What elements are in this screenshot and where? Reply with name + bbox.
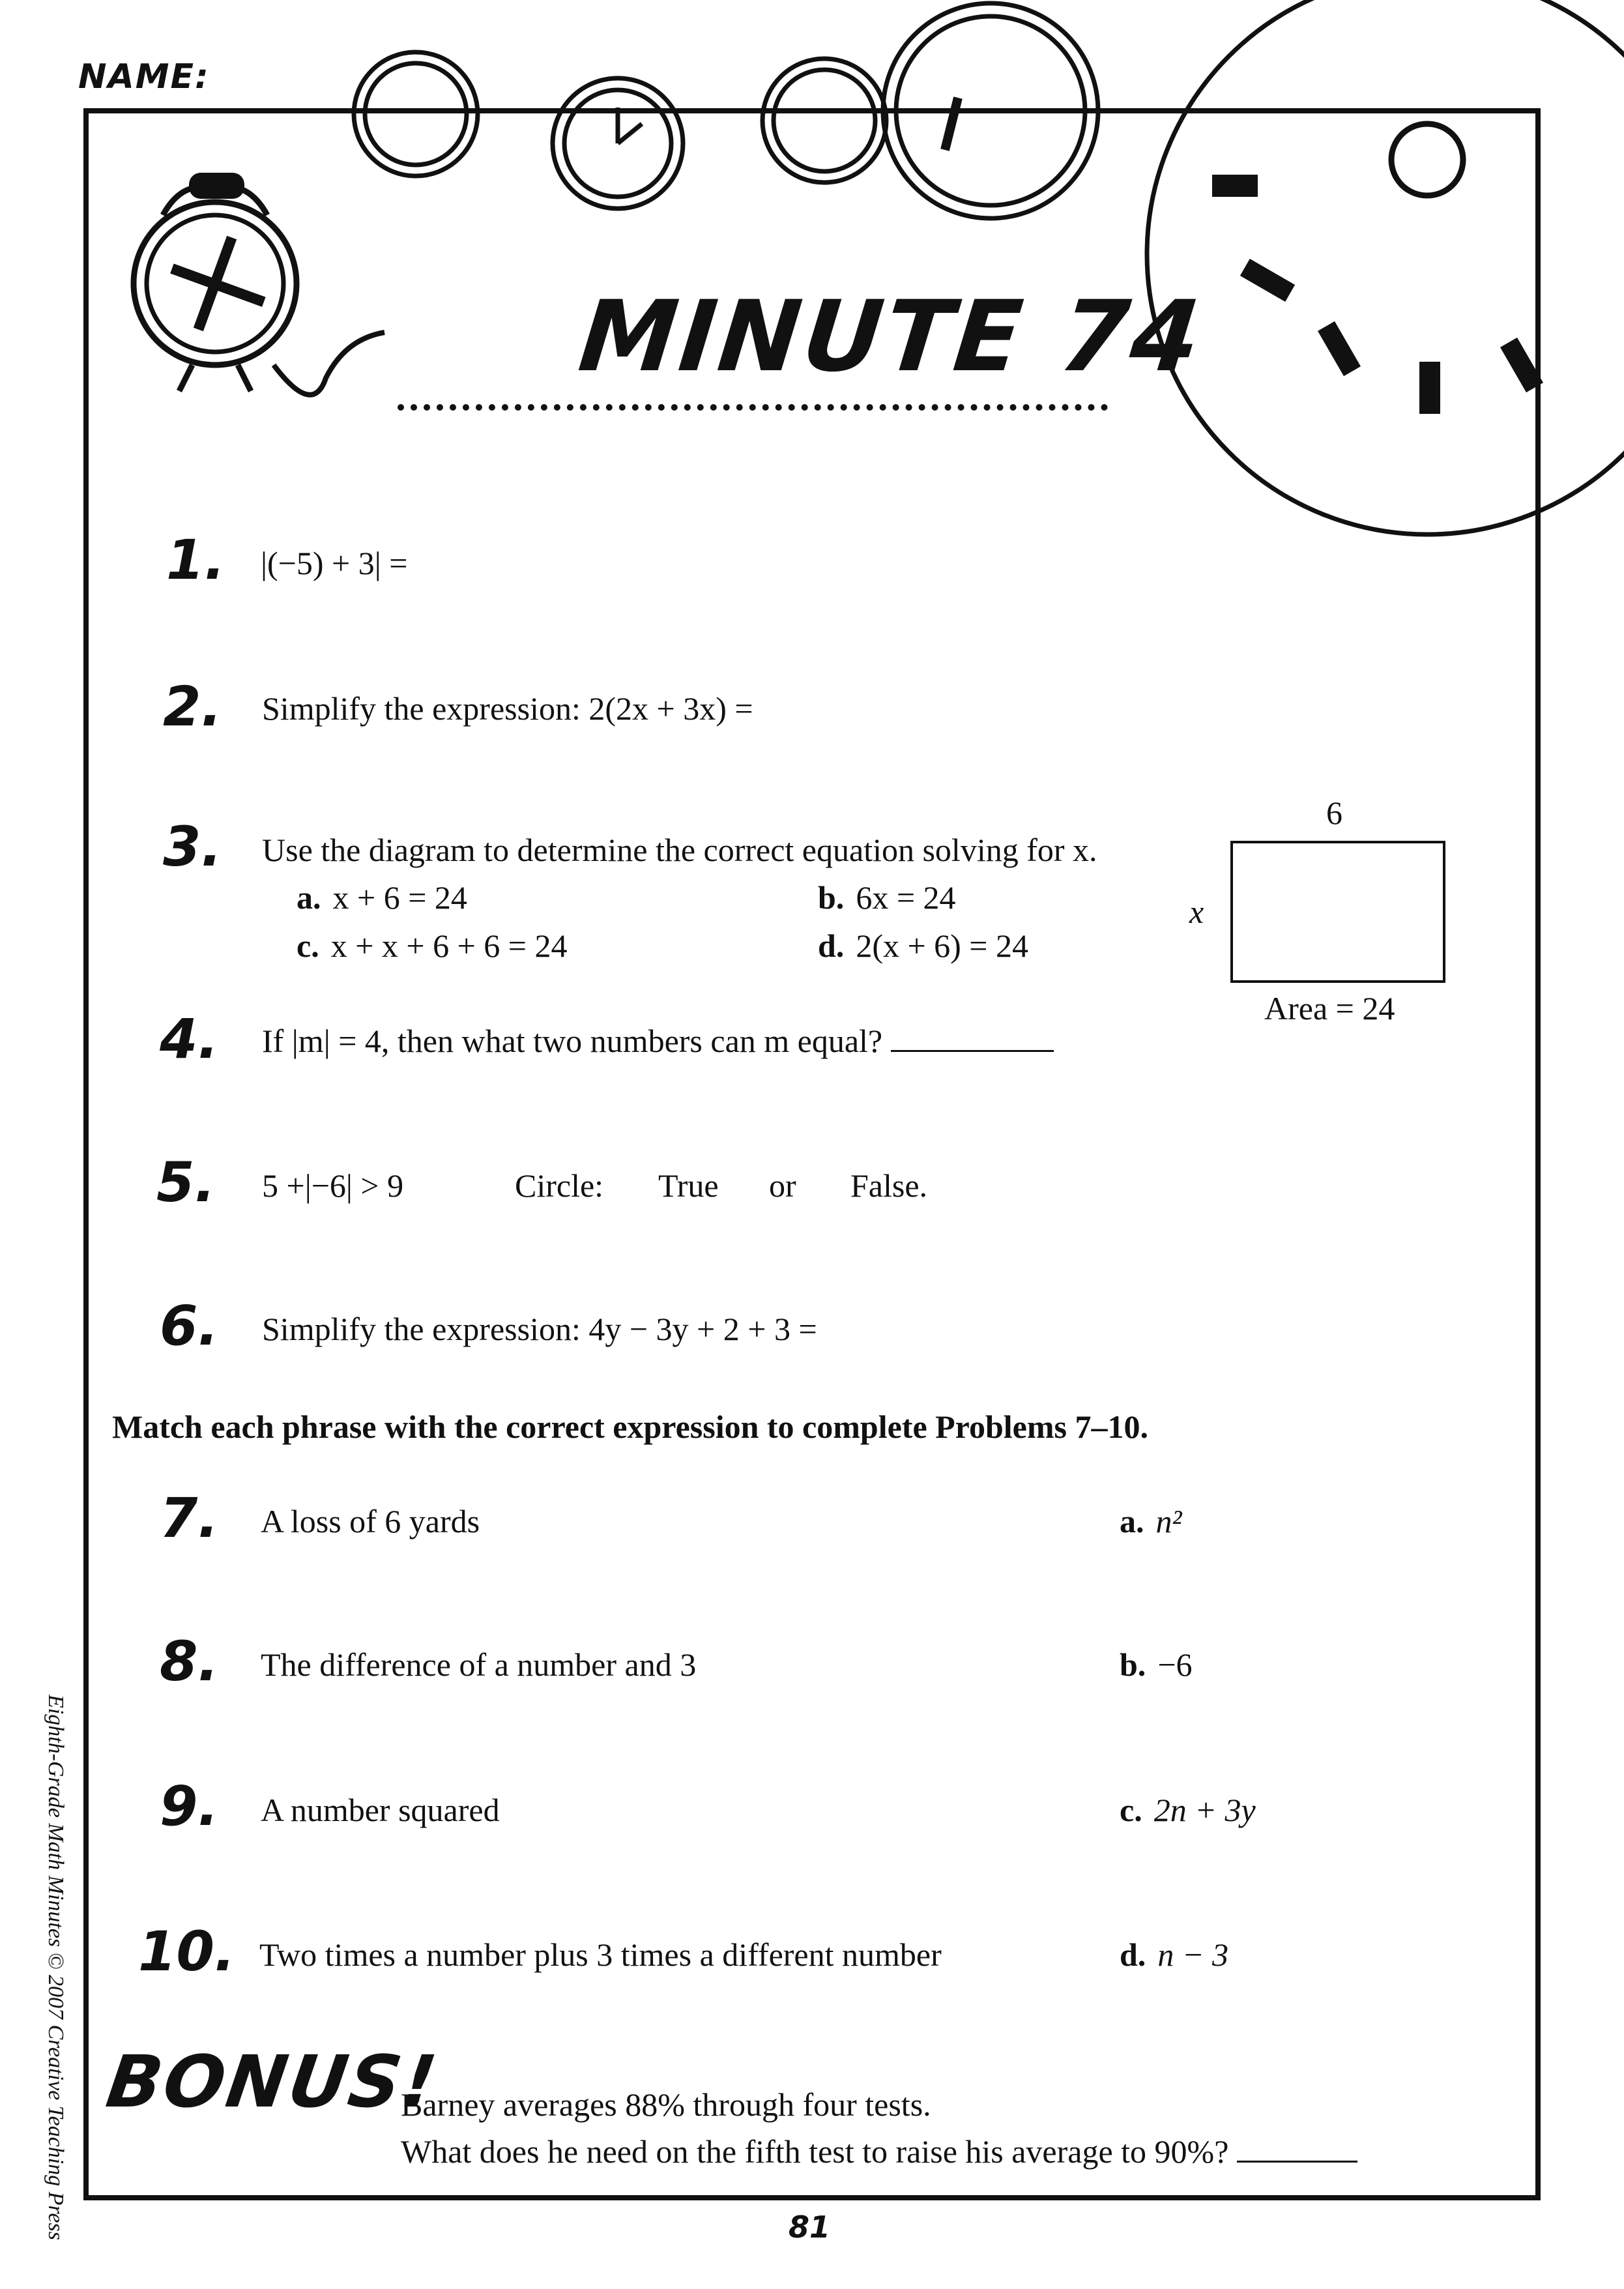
option-false[interactable]: False.	[850, 1167, 928, 1204]
problem-number: 7.	[160, 1486, 219, 1550]
problem-number: 9.	[160, 1774, 219, 1838]
diagram-area-label: Area = 24	[1264, 990, 1395, 1027]
problem-text-content: If |m| = 4, then what two numbers can m equal?	[262, 1023, 883, 1059]
problem-number: 8.	[160, 1629, 219, 1693]
problem-number: 1.	[166, 528, 225, 592]
choice-text: 2(x + 6) = 24	[856, 927, 1029, 964]
choice-letter: a.	[297, 879, 321, 916]
choice-c	[297, 927, 568, 965]
match-option-b	[1120, 1646, 1193, 1684]
problem-number: 10.	[138, 1919, 235, 1983]
choice-letter: d.	[818, 927, 845, 964]
option-expression: 2n + 3y	[1153, 1792, 1256, 1828]
choice-letter: c.	[297, 927, 319, 964]
problem-number: 2.	[163, 675, 222, 738]
diagram-side-label: x	[1189, 894, 1204, 930]
diagram-top-label: 6	[1326, 795, 1342, 831]
option-expression: −6	[1157, 1646, 1193, 1683]
title-dotted-rule	[398, 404, 1108, 411]
bonus-label: BONUS!	[102, 2040, 444, 2123]
option-or: or	[769, 1167, 796, 1204]
bonus-answer-blank[interactable]	[1237, 2135, 1357, 2163]
bonus-line-2-text: What does he need on the fifth test to raise his average to 90%?	[401, 2133, 1229, 2170]
choice-text: x + 6 = 24	[332, 879, 467, 916]
match-phrase: Two times a number plus 3 times a different number	[259, 1936, 942, 1973]
problem-number: 6.	[160, 1294, 219, 1358]
page-number: 81	[789, 2209, 831, 2245]
option-letter: b.	[1120, 1646, 1146, 1683]
problem-number: 3.	[163, 815, 222, 879]
problem-text: Simplify the expression: 4y − 3y + 2 + 3 =	[262, 1311, 817, 1347]
bonus-line-1: Barney averages 88% through four tests.	[401, 2086, 931, 2123]
choice-d	[818, 927, 1028, 965]
copyright-text: Eighth-Grade Math Minutes © 2007 Creative Teaching Press	[44, 1695, 68, 2241]
bonus-line-2	[401, 2133, 1357, 2170]
match-phrase: The difference of a number and 3	[261, 1646, 697, 1683]
match-option-d	[1120, 1936, 1228, 1974]
option-expression: n − 3	[1157, 1936, 1229, 1973]
problem-text: Use the diagram to determine the correct equation solving for x.	[262, 832, 1097, 868]
worksheet-title: MINUTE 74	[573, 280, 1208, 394]
match-phrase: A number squared	[261, 1792, 500, 1828]
option-letter: c.	[1120, 1792, 1142, 1828]
choice-a	[297, 879, 467, 916]
problem-text: |(−5) + 3| =	[261, 545, 408, 581]
problem-number: 4.	[160, 1007, 219, 1071]
match-option-c	[1120, 1791, 1256, 1829]
copyright-side-text	[38, 1695, 77, 2241]
option-letter: d.	[1120, 1936, 1146, 1973]
problem-number: 5.	[156, 1150, 216, 1214]
match-option-a	[1120, 1502, 1182, 1540]
match-phrase: A loss of 6 yards	[261, 1503, 480, 1539]
option-true[interactable]: True	[658, 1167, 719, 1204]
problem-text: 5 +|−6| > 9	[262, 1167, 404, 1204]
answer-blank[interactable]	[891, 1024, 1054, 1052]
choice-text: 6x = 24	[856, 879, 956, 916]
problem-text: Simplify the expression: 2(2x + 3x) =	[262, 690, 753, 727]
option-expression: n²	[1155, 1503, 1182, 1539]
name-label: NAME:	[78, 57, 210, 96]
match-heading: Match each phrase with the correct expression to complete Problems 7–10.	[112, 1408, 1148, 1445]
diagram-rectangle	[1230, 841, 1445, 983]
choice-b	[818, 879, 956, 916]
choice-letter: b.	[818, 879, 845, 916]
circle-label: Circle:	[515, 1167, 604, 1204]
option-letter: a.	[1120, 1503, 1144, 1539]
choice-text: x + x + 6 + 6 = 24	[330, 927, 568, 964]
problem-text	[262, 1022, 1054, 1060]
